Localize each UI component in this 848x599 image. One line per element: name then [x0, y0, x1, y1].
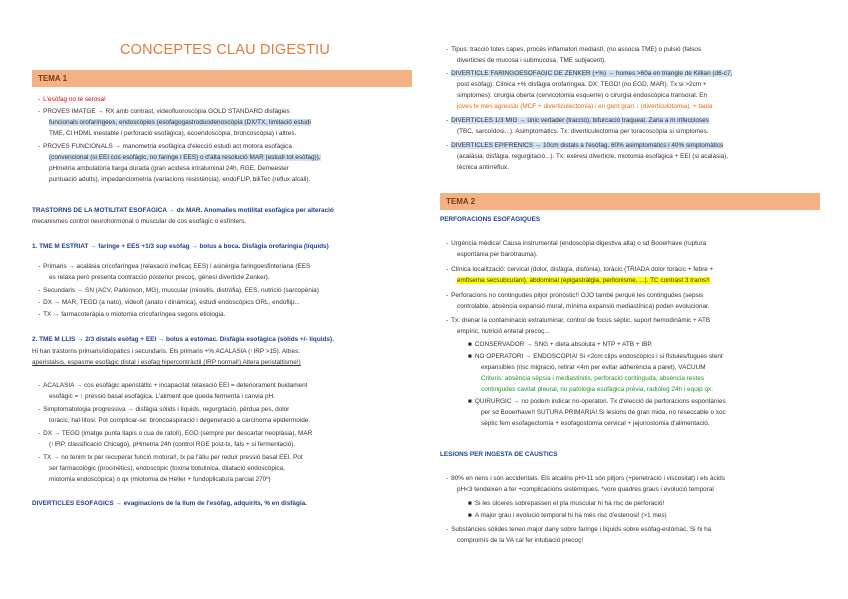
line-epifrenics-3: tècnica antirreflux. — [457, 164, 509, 171]
line-no-operatori-2: expansibles (risc migració, retirar <4m per evitar adherència a paret). VACUUM — [481, 364, 706, 371]
line-epifrenics-2: (acalàsia, disfàgia, regurgitació...). Tx: exèresi diverticle, miotomia esofàgica + EEI (si acalàsia), — [457, 153, 729, 160]
line-dx-estriat: - DX → MAR, TEGD (a nato), videofl (anato i dinàmica), estudi endoscòpics ORL, endoflip... — [38, 299, 300, 306]
line-caustics-5: - Substàncies sòlides tenen major dany sobre faringe i líquids sobre esòfag-estómac. Si hi ha — [446, 526, 712, 533]
line-simptomatologia: - Simptomatologia progressiva → disfàgia sòlids i líquids, regurgitació, pèrdua pes, dolor — [38, 406, 290, 413]
line-no-operatori: ■ NO OPERATORI → ENDOSCÒPIA! Si <2cm clips endoscòpics i si fístules/fugues stent — [468, 353, 723, 360]
line-clinica: - Clínica localització: cervical (dolor, disfàgia, disfonia), toràcic (TRIADA dolor toràcic + febre + — [446, 266, 714, 273]
line-tme-llis-3: aperistalsis, espasme esofàgic distal i esòfag hipercontràctil (IRP normal!) Altera peristaltisme!) — [32, 359, 301, 366]
line-dx-acalasia: - DX → TEGD (imatge punta llapis o cua de ratolí), EGD (sempre per descartar neoplàsia), MAR — [38, 430, 313, 437]
line-perforacions-heading: PERFORACIONS ESOFÀGIQUES — [440, 216, 541, 223]
line-urgencia: - Urgència mèdica! Causa instrumental (endoscòpia digestiva alta) o sd Booerhave (ruptura — [446, 240, 707, 247]
line-quirurgic: ■ QUIRÚRGIC → no podem indicar no-operatori. Tx d'elecció de perforacions espontànies — [468, 398, 726, 405]
line-caustics-1: - 80% en nens i són accidentals. Els alcalins pH>11 són pitjors (+penetració i viscositat) i els àcids — [446, 475, 725, 482]
line-tme-llis-2: Hi han trastorns primaris/idiopàtics i secundaris. Els primaris +% ACALÀSIA (↑IRP >15). Altres: — [32, 348, 301, 355]
line-trastorns-motilitat: TRASTORNS DE LA MOTILITAT ESOFÀGICA → dx MAR. Anomalies motilitat esofàgica per alteració — [32, 207, 334, 214]
line-mig: - DIVERTICLES 1/3 MIG → únic vertader (tracció), bifurcació traqueal. Zaria a m infeccioses — [446, 117, 709, 124]
line-proves-funcionals: - PROVES FUNCIONALS → manometria esofàgica d'elecció estudi act motora esofàgica — [38, 143, 292, 150]
line-simptomatologia-2: toràcic, hal·litosi. Pot complicar-se: broncoaspiració i degeneració a carcinoma epidermoide. — [49, 417, 311, 424]
tema2-band: TEMA 2 — [440, 193, 820, 210]
line-caustics-heading: LESIONS PER INGESTA DE CÀUSTICS — [440, 451, 558, 458]
line-tx-perforacio-2: empíric, nutrició enteral precoç... — [457, 328, 550, 335]
line-zenker-4: joves tx més agressiu (MCF + diverticulectomia) i en gent gran ↓ (diverticulotomia). + taula — [457, 103, 713, 110]
page-title: CONCEPTES CLAU DIGESTIU — [120, 42, 331, 58]
line-tipus: - Tipus: tracció totes capes, procés inflamatori mediastí, (no associa TME) o pulsió (falsos — [446, 46, 702, 53]
line-acalasia: - ACALÀSIA → cos esofàgic aperistàltic + incapacitat relaxació EEI = deteriorament buidament — [38, 382, 308, 389]
line-proves-imatge-3: TME, Cl HDML inestable i perforació esofàgica), ecoendoscòpia, broncoscòpia) i altres. — [49, 130, 297, 137]
line-proves-funcionals-2: (convencional (si EEI cos esofàgic, no faringe i EES) o d'alta resolució MAR (estudi tot esòfag)), — [49, 154, 321, 161]
line-dx-acalasia-2: (↑IRP, classificació Chicago), pHmetria 24h (control RGE post-tx, fals + si fermentació). — [49, 441, 296, 448]
line-caustics-2: pH<3 tendeixen a fer +complicacions sistèmiques. *vore quadres graus i evolució temporal — [457, 486, 714, 493]
line-tipus-2: diverticles de mucosa i submucosa, TME subjacent). — [457, 57, 607, 64]
line-diverticles: DIVERTICLES ESOFÀGICS → evaginacions de la llum de l'esòfag, adquirits, % en disfàgia. — [32, 500, 307, 507]
line-primaris-2: es relaxa però presenta contracció posterior precoç, gènesi diverticle Zenker). — [49, 274, 270, 281]
line-tx-perforacio: - Tx: drenar la contaminació extraluminar, control de focus sèptic, suport hemodinàmic + ATB — [446, 317, 711, 324]
line-conservador: ■ CONSERVADOR → SNG + dieta absoluta + NTP + ATB + IBP. — [468, 341, 653, 348]
line-tx-acalasia-2: ser farmacològic (procinètics), endoscòpic (toxina botulínica, dilatació endoscòpica, — [49, 465, 285, 472]
line-proves-imatge: - PROVES IMATGE → RX amb contrast, videofluoroscòpia GOLD STANDARD disfàgies — [38, 108, 290, 115]
tema1-band: TEMA 1 — [32, 70, 412, 87]
line-proves-imatge-2: funcionals orofaríngees, endoscòpies (esofagogastroduodenoscòpia (DX/TX, limitació estudi — [49, 119, 311, 126]
line-caustics-6: compromís de la VA cal fer intubació precoç! — [457, 537, 583, 544]
line-secundaris: - Secundaris → SN (ACV, Parkinson, MG), muscular (miositis, distròfia), EES, nutrició (sarcopènia) — [38, 287, 319, 294]
line-tx-acalasia: - TX → no tenim tx per recuperar funció motora!!, tx pa l'àtiu per reduir pressió basal EEI. Pot — [38, 454, 303, 461]
line-acalasia-2: esofàgic = ↑ pressió basal esofàgica. L'aliment que queda fermenta i canvia pH. — [49, 393, 275, 400]
line-proves-funcionals-3: pHmetria ambulatòria llarga durada (gran acidesa intraluminal 24h, RGE, Demeester — [49, 165, 289, 172]
line-tme-llis: 2. TME M LLIS → 2/3 distals esòfag + EEI → bolus a estómac. Disfàgia esofàgica (sòlids +/- líquids). — [32, 336, 334, 343]
line-mig-2: (TBC, sarcoïdosi...). Asimptomàtics. Tx: diverticulectomia per toracoscòpia si símptomes. — [457, 128, 709, 135]
line-criteris: Criteris: absència sèpsia i mediastinitis, perforació continguda, absència restes — [481, 375, 705, 382]
line-primaris: - Primaris → acalàsia cricofaríngea (relaxació ineficaç EES) i asinèrgia faringoesfinteriana (EES — [38, 263, 311, 270]
line-caustics-4: ■ A major grau i evolució temporal hi ha més risc d'estenosi! (>1 mes) — [468, 512, 667, 519]
line-tme-estriat: 1. TME M ESTRIAT → faringe + EES +1/3 sup esòfag → bolus a boca. Disfàgia orofaríngia (líquids) — [32, 243, 329, 250]
line-clinica-2: emfisema secsubcutani), abdominal (epigastràlgia, peritonisme, ...). TC contrast 3 trams!! — [457, 277, 710, 284]
line-proves-funcionals-4: puntuació adults), impedanciometria (variacions resistència), endoFLIP, biliTec (reflux alcali). — [49, 176, 311, 183]
line-trastorns-motilitat-2: mecanismes control neurohormonal o muscular de cos esofàgic o esfínters. — [32, 218, 247, 225]
line-zenker: - DIVERTICLE FARINGOESOFÀGIC DE ZENKER (+%) → homes >60a en triangle de Killian (d6-c7, — [446, 70, 733, 77]
line-no-contingudes-2: controlable, absència expansió mural, mínima expansió mediastínica) poden evolucionar. — [457, 303, 710, 310]
line-tx-estriat: - TX → farmacoteràpia o miotomia cricofaríngea segons etiologia. — [38, 311, 226, 318]
line-quirurgic-3: sèptic fem esofagectomia + esofagostomia cervical + jejunostomia d'alimentació. — [481, 420, 710, 427]
line-caustics-3: ■ Si les úlceres sobrepassen el pla muscular hi ha risc de perforació! — [468, 500, 665, 507]
line-tx-acalasia-3: miotomia endoscòpica) o qx (miotomia de Heller + fundoplicatura parcial 270º) — [49, 476, 271, 483]
line-serosa: - L'esòfag no té serosa! — [38, 96, 106, 103]
line-criteris-2: contingudes cavitat pleural, no patologia esofàgica prèvia, radiòleg 24h i equip qx. — [481, 386, 713, 393]
line-urgencia-2: espontània per barotrauma). — [457, 251, 538, 258]
line-zenker-2: post esòfag). Clínica +% disfàgia orofaríngea. DX: TEGD! (no EGD, MAR). Tx si >2cm + — [457, 81, 707, 88]
line-epifrenics: - DIVERTICLES EPIFRÈNICS → 10cm distals a l'esòfag. 60% asimptomàtics i 40% simptomàtics — [446, 142, 724, 149]
line-no-contingudes: - Perforacions no contingudes pitjor pronòstic!! OJO també perquè les contingudes (sepsis — [446, 292, 704, 299]
line-zenker-3: simptomes): cirurgia oberta (cervicotomia esquerre) o cirurgia endoscòpica transoral. En — [457, 92, 708, 99]
line-quirurgic-2: per sd Booerhave!! SUTURA PRIMÀRIA! Si lesions de gran mida, no reseccable o xoc — [481, 409, 726, 416]
